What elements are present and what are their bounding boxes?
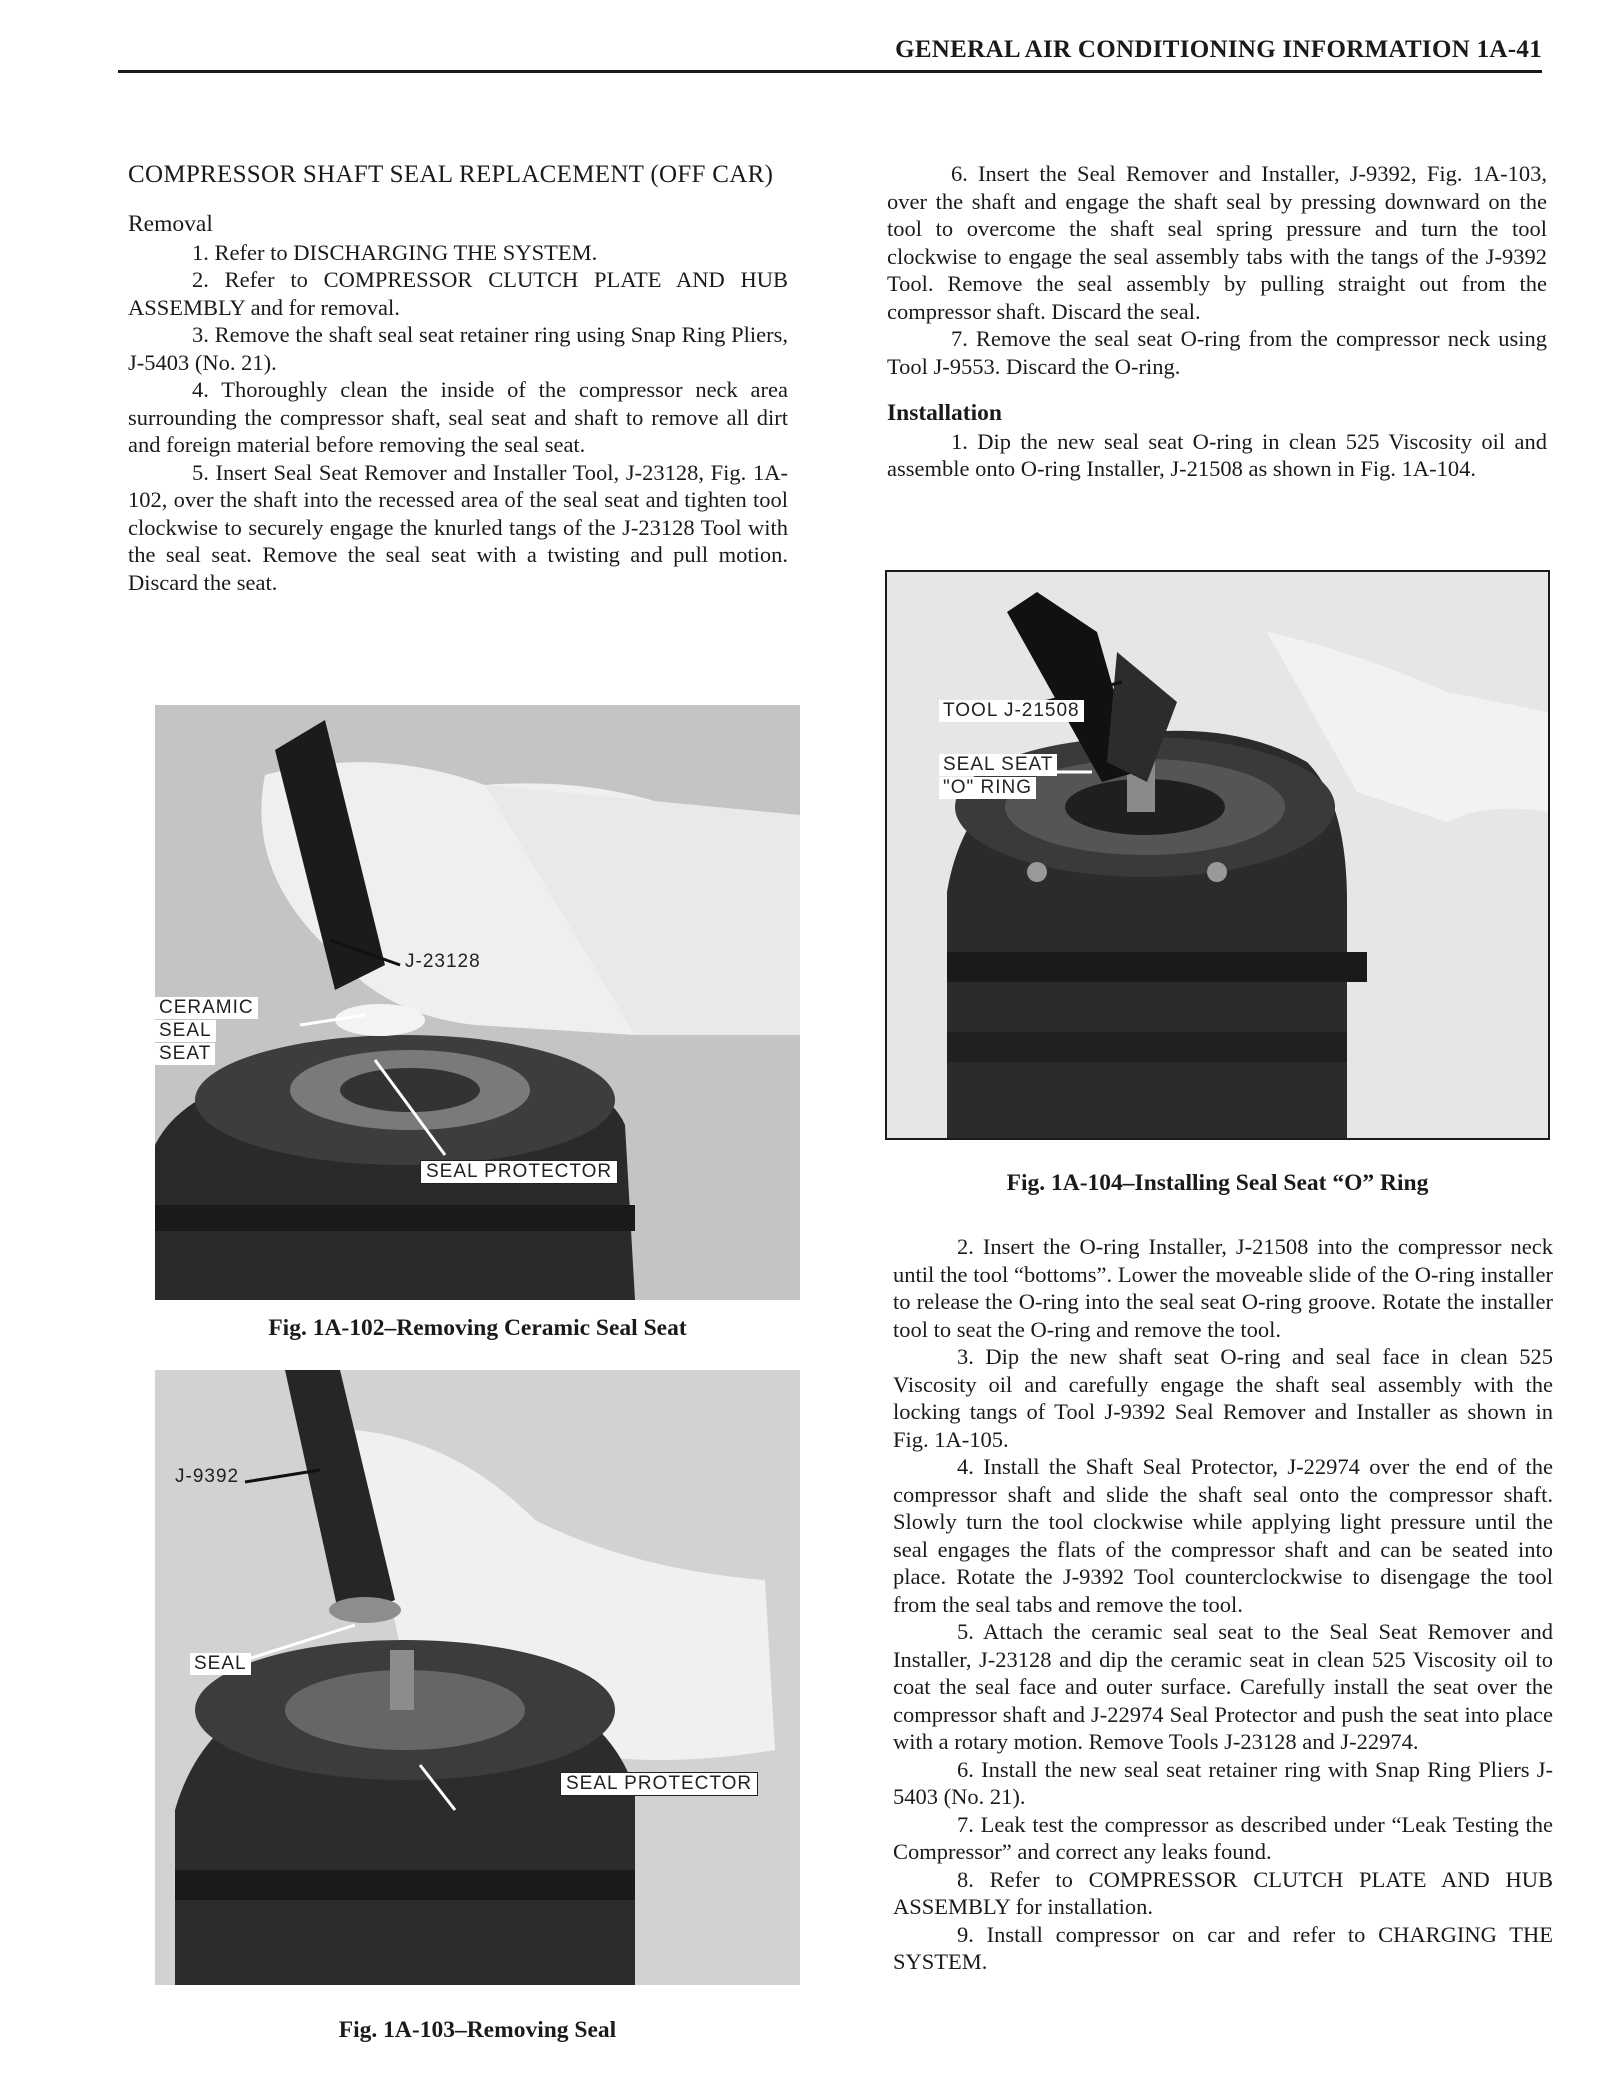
figure-1a-102-caption: Fig. 1A-102–Removing Ceramic Seal Seat [268, 1315, 687, 1341]
installation-step: 5. Attach the ceramic seal seat to the Seal Seat Remover and Installer, J-23128 and dip the ceramic seat in clean 525 Viscosity oil to coat the seal face and outer surface. Carefully install the seat over the compressor shaft and J-22974 Seal Protector and push the seat into place with a rotary motion. Remove Tools J-23128 and J-22974. [893, 1619, 1553, 1754]
installation-heading: Installation [887, 400, 1002, 426]
figure-1a-104-photo [885, 570, 1550, 1140]
removal-step: 3. Remove the shaft seal seat retainer ring using Snap Ring Pliers, J-5403 (No. 21). [128, 322, 788, 375]
fig104-seal-seat-label: SEAL SEAT [939, 754, 1057, 776]
right-column-bottom [893, 1233, 1553, 1976]
removal-step: 1. Refer to DISCHARGING THE SYSTEM. [192, 239, 598, 265]
figure-1a-103-caption: Fig. 1A-103–Removing Seal [338, 2017, 617, 2043]
removal-heading: Removal [128, 211, 213, 237]
section-title: COMPRESSOR SHAFT SEAL REPLACEMENT (OFF CAR) [128, 161, 774, 188]
fig103-protector-label: SEAL PROTECTOR [560, 1772, 758, 1796]
figure-1a-104-illustration [887, 572, 1548, 1138]
fig104-o-ring-label: "O" RING [939, 777, 1036, 799]
header-title: GENERAL AIR CONDITIONING INFORMATION 1A-41 [895, 36, 1542, 63]
installation-step: 4. Install the Shaft Seal Protector, J-22974 over the end of the compressor shaft and slide the shaft seal onto the compressor shaft. Slowly turn the tool clockwise while applying light pressure until the seal engages the flats of the compressor shaft and can be seated into place. Rotate the J-9392 Tool counterclockwise to disengage the tool from the seal tabs and remove the tool. [893, 1454, 1553, 1617]
figure-1a-104-caption: Fig. 1A-104–Installing Seal Seat “O” Ring [1006, 1170, 1429, 1196]
removal-step: 4. Thoroughly clean the inside of the compressor neck area surrounding the compressor shaft, seal seat and shaft to remove all dirt and foreign material before removing the seal seat. [128, 377, 788, 457]
removal-step: 2. Refer to COMPRESSOR CLUTCH PLATE AND HUB ASSEMBLY and for removal. [128, 267, 788, 320]
fig104-tool-label: TOOL J-21508 [939, 700, 1084, 722]
installation-step: 7. Leak test the compressor as described under “Leak Testing the Compressor” and correct any leaks found. [893, 1811, 1553, 1864]
figure-1a-103-photo [155, 1370, 800, 1985]
fig103-seal-label: SEAL [190, 1653, 251, 1675]
installation-step: 1. Dip the new seal seat O-ring in clean 525 Viscosity oil and assemble onto O-ring Installer, J-21508 as shown in Fig. 1A-104. [887, 428, 1547, 481]
figure-1a-103-illustration [155, 1370, 800, 1985]
installation-step: 9. Install compressor on car and refer to CHARGING THE SYSTEM. [893, 1921, 1553, 1974]
figure-1a-102-photo [155, 705, 800, 1300]
installation-step: 3. Dip the new shaft seat O-ring and seal face in clean 525 Viscosity oil and carefully engage the shaft seal assembly with the locking tangs of Tool J-9392 Seal Remover and Installer as shown in Fig. 1A-105. [893, 1344, 1553, 1452]
right-column-top [887, 160, 1547, 483]
removal-step: 6. Insert the Seal Remover and Installer, J-9392, Fig. 1A-103, over the shaft and engage the shaft seal by pressing downward on the tool to overcome the shaft seal spring pressure and turn the tool clockwise to engage the seal assembly tabs with the tangs of the J-9392 Tool. Remove the seal assembly by pulling straight out from the compressor shaft. Discard the seal. [887, 161, 1547, 324]
fig102-protector-label: SEAL PROTECTOR [420, 1160, 618, 1184]
fig102-seat-label: SEAT [155, 1043, 215, 1065]
removal-step: 7. Remove the seal seat O-ring from the compressor neck using Tool J-9553. Discard the O-ring. [887, 326, 1547, 379]
fig102-seal-label: SEAL [155, 1020, 216, 1042]
installation-step: 6. Install the new seal seat retainer ring with Snap Ring Pliers J-5403 (No. 21). [893, 1756, 1553, 1809]
removal-step: 5. Insert Seal Seat Remover and Installer Tool, J-23128, Fig. 1A-102, over the shaft into the recessed area of the seal seat and tighten tool clockwise to securely engage the knurled tangs of the J-23128 Tool with the seal seat. Remove the seal seat with a twisting and pull motion. Discard the seat. [128, 459, 788, 595]
page-header [118, 30, 1542, 73]
installation-step: 8. Refer to COMPRESSOR CLUTCH PLATE AND HUB ASSEMBLY for installation. [893, 1866, 1553, 1919]
installation-step: 2. Insert the O-ring Installer, J-21508 into the compressor neck until the tool “bottoms”. Lower the moveable slide of the O-ring installer to release the O-ring into the seal seat O-ring groove. Rotate the installer tool to seat the O-ring and remove the tool. [893, 1234, 1553, 1342]
fig102-tool-label: J-23128 [405, 951, 481, 972]
fig103-tool-label: J-9392 [175, 1466, 240, 1487]
left-column [128, 160, 788, 596]
fig102-ceramic-label: CERAMIC [155, 997, 258, 1019]
